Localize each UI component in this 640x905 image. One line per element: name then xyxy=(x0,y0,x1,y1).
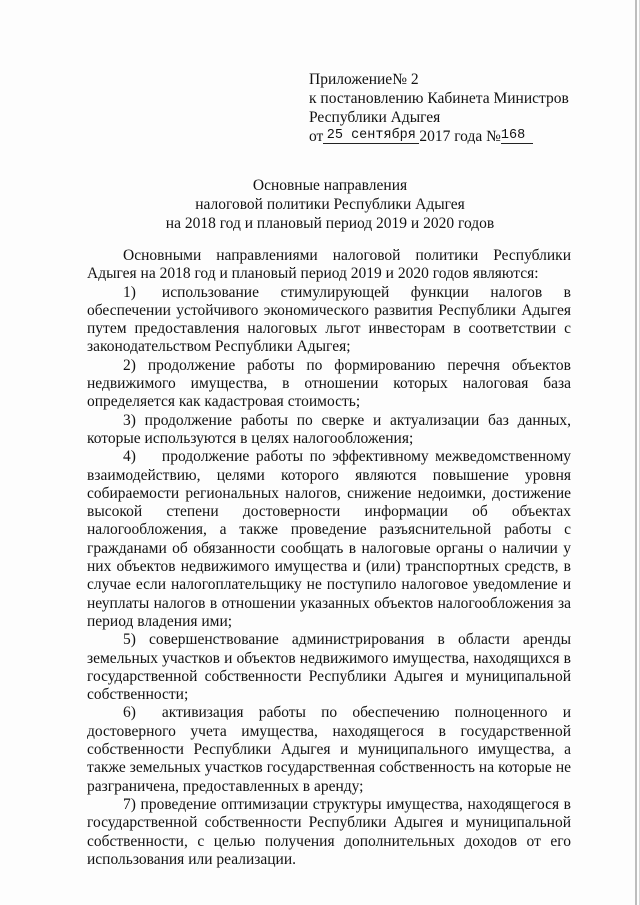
intro-paragraph: Основными направлениями налоговой политики Республики Адыгея на 2018 год и плановый период 2019 и 2020 годов являются: xyxy=(87,247,571,283)
item-text: активизация работы по обеспечению полноценного и достоверного учета имущества, находящегося в государственной собственности Республики Адыгея и муниципального имущества, а также земельных участков государственная собственность на которые не разграничена, предоставленных в аренду; xyxy=(87,704,571,795)
item-text: совершенствование администрирования в области аренды земельных участков и объектов недвижимого имущества, находящихся в государственной собственности Республики Адыгея и муниципальной собственности; xyxy=(87,631,571,704)
year-text: 2017 года № xyxy=(419,128,501,145)
item-number: 7) xyxy=(123,795,136,813)
document-body xyxy=(87,247,571,869)
title-line-3: на 2018 год и плановый период 2019 и 2020 годов xyxy=(165,215,495,232)
list-item xyxy=(87,448,571,631)
date-prefix: от xyxy=(309,128,324,145)
scan-edge-line xyxy=(635,0,637,905)
list-item xyxy=(87,357,571,412)
list-item xyxy=(87,796,571,869)
item-text: продолжение работы по сверке и актуализации баз данных, которые используются в целях налогообложения; xyxy=(87,411,571,447)
document-title xyxy=(100,176,560,233)
appendix-reference: к постановлению Кабинета Министров xyxy=(309,90,569,107)
appendix-date-line xyxy=(309,127,609,147)
item-number: 1) xyxy=(123,283,136,301)
list-item xyxy=(87,704,571,795)
item-number: 6) xyxy=(123,704,136,722)
item-text: продолжение работы по эффективному межведомственному взаимодействию, целями которого являются повышение уровня собираемости региональных налогов, снижение недоимки, достижение высокой степени достоверности информации об объектах налогообложения, а также проведение разъяснительной работы с гражданами об обязанности сообщать в налоговые органы о наличии у них объектов недвижимого имущества и (или) транспортных средств, в случае если налогоплательщику не поступило налоговое уведомление и неуплаты налогов в отношении указанных объектов налогообложения за период владения ими; xyxy=(87,448,571,630)
item-number: 4) xyxy=(123,448,136,466)
item-number: 5) xyxy=(123,631,136,649)
appendix-number: Приложение№ 2 xyxy=(309,71,419,88)
list-item xyxy=(87,412,571,449)
item-text: проведение оптимизации структуры имущества, находящегося в государственной собственности Республики Адыгея и муниципальной собственности, с целью получения дополнительных доходов от его использования или реализации. xyxy=(87,795,572,868)
appendix-republic: Республики Адыгея xyxy=(309,109,441,126)
title-line-1: Основные направления xyxy=(252,177,408,194)
item-number: 3) xyxy=(123,411,136,429)
list-item xyxy=(87,284,571,357)
item-text: продолжение работы по формированию перечня объектов недвижимого имущества, в отношении которых налоговая база определяется как кадастровая стоимость; xyxy=(87,356,571,411)
item-number: 2) xyxy=(123,356,136,374)
title-line-2: налоговой политики Республики Адыгея xyxy=(195,196,465,213)
date-value: 25 сентября xyxy=(323,128,419,144)
appendix-header xyxy=(309,70,609,147)
item-text: использование стимулирующей функции налогов в обеспечении устойчивого экономического развития Республики Адыгея путем предоставления налоговых льгот инвесторам в соответствии с законодательством Республики Адыгея; xyxy=(87,283,571,356)
decree-number: 168 xyxy=(501,128,533,144)
list-item xyxy=(87,631,571,704)
